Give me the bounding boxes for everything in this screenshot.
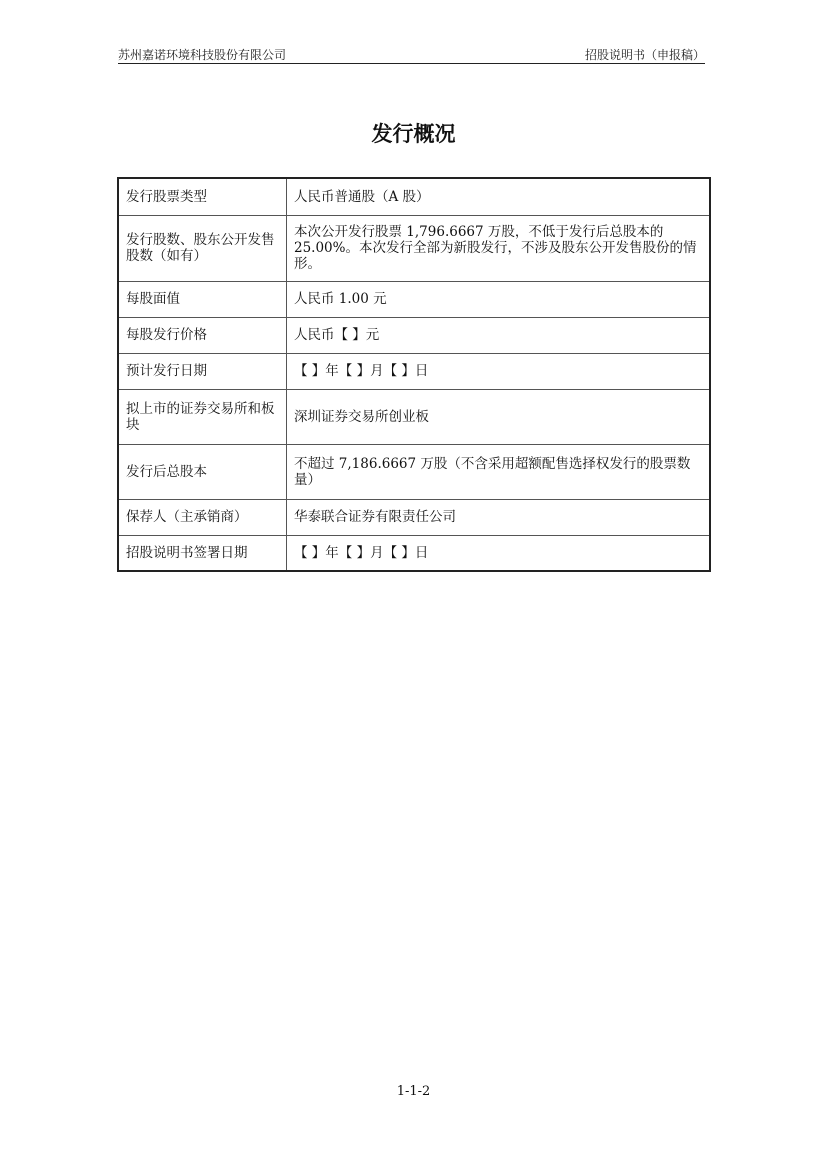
row-key: 保荐人（主承销商） (118, 499, 287, 535)
table-row (118, 389, 710, 444)
row-value: 人民币 1.00 元 (287, 281, 711, 317)
table-row (118, 317, 710, 353)
row-value: 【 】年【 】月【 】日 (287, 353, 711, 389)
row-key: 发行后总股本 (118, 444, 287, 499)
table-row (118, 535, 710, 571)
table-row (118, 281, 710, 317)
row-value: 人民币普通股（A 股） (287, 178, 711, 215)
row-key: 发行股数、股东公开发售股数（如有） (118, 215, 287, 281)
row-key: 拟上市的证券交易所和板块 (118, 389, 287, 444)
row-value: 本次公开发行股票 1,796.6667 万股，不低于发行后总股本的 25.00%。本次发行全部为新股发行，不涉及股东公开发售股份的情形。 (287, 215, 711, 281)
table-row (118, 215, 710, 281)
row-value: 【 】年【 】月【 】日 (287, 535, 711, 571)
table-row (118, 178, 710, 215)
header-rule (118, 63, 705, 64)
row-key: 每股面值 (118, 281, 287, 317)
header-doc-title: 招股说明书（申报稿） (584, 48, 705, 62)
row-key: 每股发行价格 (118, 317, 287, 353)
page-number: 1-1-2 (396, 1084, 431, 1099)
row-key: 预计发行日期 (118, 353, 287, 389)
row-key: 发行股票类型 (118, 178, 287, 215)
table-row (118, 499, 710, 535)
page-title: 发行概况 (371, 122, 456, 146)
header-company: 苏州嘉诺环境科技股份有限公司 (118, 48, 287, 62)
row-value: 不超过 7,186.6667 万股（不含采用超额配售选择权发行的股票数量） (287, 444, 711, 499)
page-header (118, 46, 705, 64)
row-key: 招股说明书签署日期 (118, 535, 287, 571)
row-value: 深圳证券交易所创业板 (287, 389, 711, 444)
issuance-overview-table (117, 177, 711, 572)
table-row (118, 353, 710, 389)
table-row (118, 444, 710, 499)
row-value: 人民币【 】元 (287, 317, 711, 353)
row-value: 华泰联合证券有限责任公司 (287, 499, 711, 535)
